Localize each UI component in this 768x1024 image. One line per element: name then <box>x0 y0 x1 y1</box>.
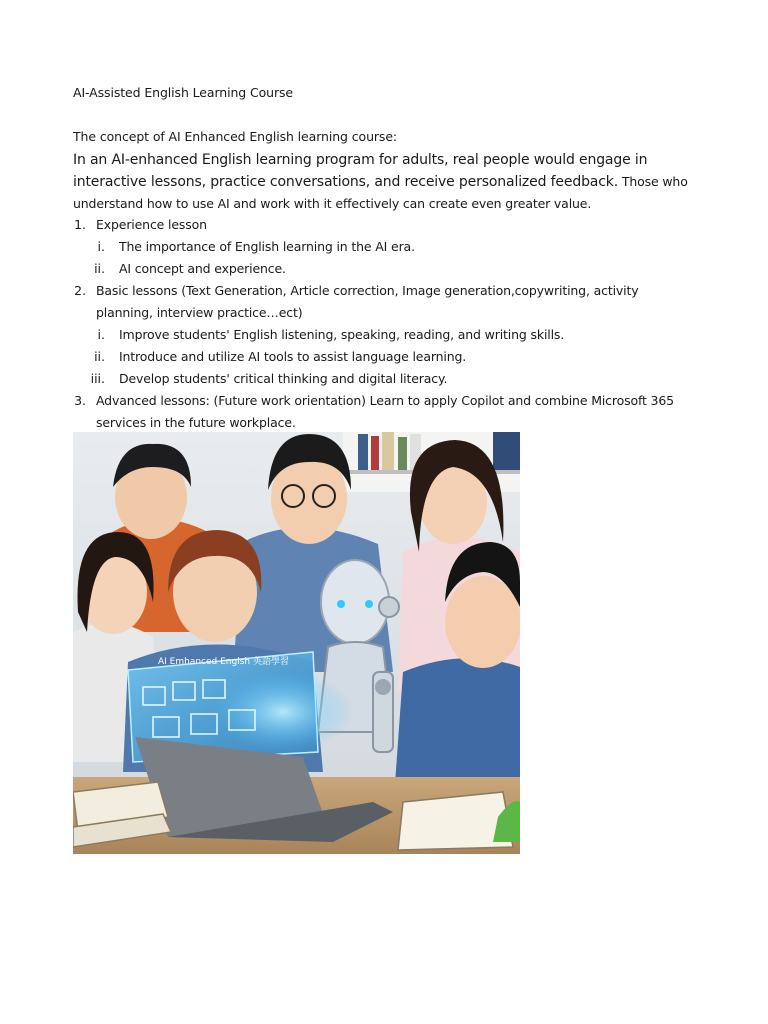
list-item-2-line2: planning, interview practice…ect) <box>96 305 303 320</box>
students-with-ai-robot-image <box>73 432 520 854</box>
list-item-3-line2: services in the future workplace. <box>96 415 296 430</box>
hologram-label: AI Emhanced Englsh 英語學習 <box>158 657 289 667</box>
intro-text-large: In an AI-enhanced English learning program for adults, real people would engage in interactive lessons, practice conversations, and receive personalized feedback. <box>73 152 648 190</box>
sublist-number-2-i: i. <box>97 327 105 342</box>
sublist-number-1-ii: ii. <box>94 261 105 276</box>
sublist-item-2-i: Improve students' English listening, speaking, reading, and writing skills. <box>119 327 565 342</box>
list-number-1: 1. <box>74 217 86 232</box>
list-item-3-line1: Advanced lessons: (Future work orientation) Learn to apply Copilot and combine Microsoft 365 <box>96 393 674 408</box>
sublist-number-2-iii: iii. <box>90 371 105 386</box>
intro-paragraph <box>73 149 713 215</box>
sublist-item-1-ii: AI concept and experience. <box>119 261 286 276</box>
list-number-2: 2. <box>74 283 86 298</box>
sublist-number-1-i: i. <box>97 239 105 254</box>
sublist-item-2-iii: Develop students' critical thinking and digital literacy. <box>119 371 448 386</box>
sublist-item-2-ii: Introduce and utilize AI tools to assist language learning. <box>119 349 467 364</box>
list-item-1: Experience lesson <box>96 217 207 232</box>
concept-heading: The concept of AI Enhanced English learning course: <box>73 129 398 144</box>
sublist-number-2-ii: ii. <box>94 349 105 364</box>
list-item-2-line1: Basic lessons (Text Generation, Article correction, Image generation,copywriting, activity <box>96 283 639 298</box>
list-number-3: 3. <box>74 393 86 408</box>
document-title: AI-Assisted English Learning Course <box>73 85 294 100</box>
intro-text-small: Those who understand how to use AI and work with it effectively can create even greater value. <box>73 174 688 211</box>
sublist-item-1-i: The importance of English learning in the AI era. <box>119 239 415 254</box>
